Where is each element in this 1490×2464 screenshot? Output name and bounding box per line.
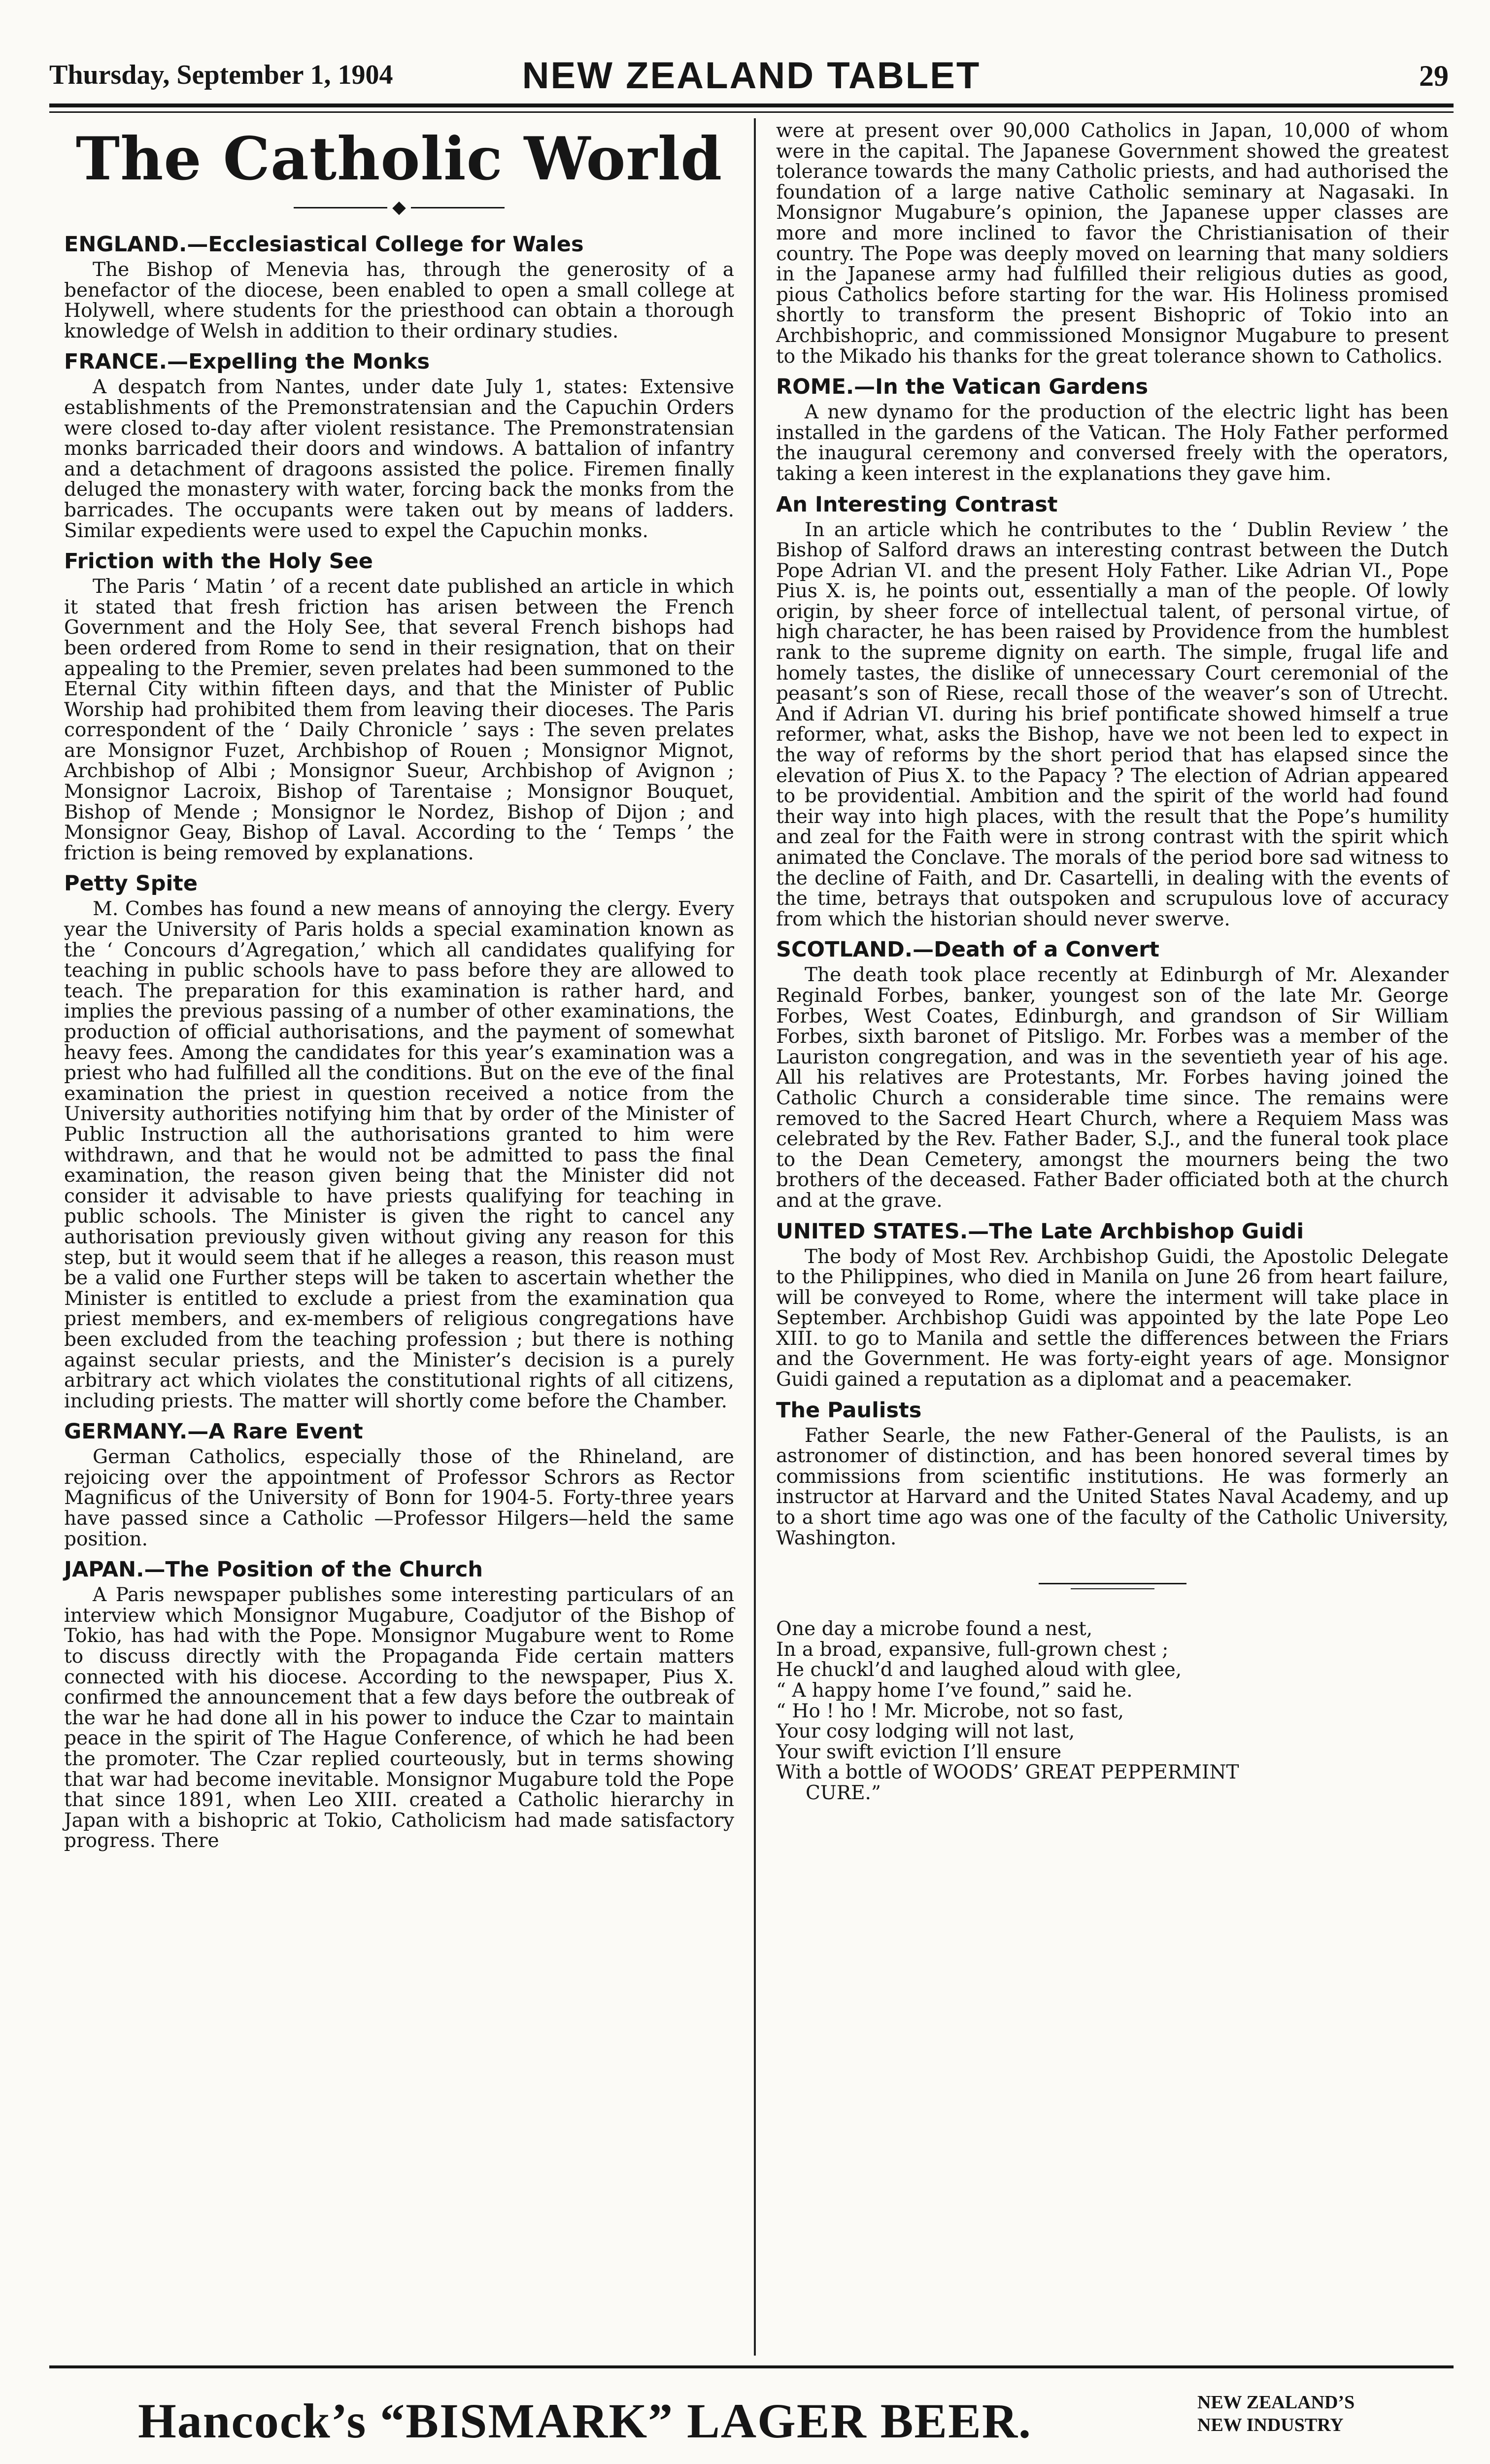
article-rome xyxy=(776,375,1449,484)
page-footer xyxy=(49,2380,1454,2454)
article-friction xyxy=(64,549,734,863)
poem-rule xyxy=(1039,1583,1186,1584)
publication-title: NEW ZEALAND TABLET xyxy=(522,55,981,97)
article-body: The body of Most Rev. Archbishop Guidi, the Apostolic Delegate to the Philippines, who died in Manila on June 26 from heart failure, will be conveyed to Rome, where the interment will take place in September. Archbishop Guidi was appointed by the late Pope Leo XIII. to go to Manila and settle the differences between the Friars and the Government. He was forty-eight years of age. Monsignor Guidi gained a reputation as a diplomat and a peacemaker. xyxy=(776,1245,1449,1391)
diamond-icon: ◆ xyxy=(392,197,406,217)
article-heading: An Interesting Contrast xyxy=(776,492,1058,517)
article-heading: GERMANY.—A Rare Event xyxy=(64,1419,363,1444)
page-header xyxy=(49,54,1454,103)
article-heading: ENGLAND.—Ecclesiastical College for Wales xyxy=(64,232,584,257)
ornament-rule-right xyxy=(411,207,505,208)
article-scotland xyxy=(776,937,1449,1211)
poem-line: “ A happy home I’ve found,” said he. xyxy=(776,1679,1133,1702)
poem-line: Your cosy lodging will not last, xyxy=(776,1720,1075,1743)
article-heading: JAPAN.—The Position of the Church xyxy=(64,1557,483,1582)
section-title: The Catholic World xyxy=(75,124,723,194)
issue-date: Thursday, September 1, 1904 xyxy=(49,60,393,90)
article-body: were at present over 90,000 Catholics in Japan, 10,000 of whom were in the capital. The Japanese Government showed the greatest tolerance towards the many Catholic priests, and had authorised the foundation of a large native Catholic seminary at Nagasaki. In Monsignor Mugabure’s opinion, the Japanese upper classes are more and more inclined to favor the Christianisation of their country. The Pope was deeply moved on learning that many soldiers in the Japanese army had fulfilled their religious duties as good, pious Catholics before starting for the war. His Holiness promised shortly to transform the present Bishopric of Tokio into an Archbishopric, and commissioned Monsignor Mugabure to present to the Mikado his thanks for the great tolerance shown to Catholics. xyxy=(776,120,1449,368)
article-france xyxy=(64,349,734,541)
title-ornament xyxy=(64,199,734,216)
ornament-rule-left xyxy=(294,207,387,208)
article-body: A Paris newspaper publishes some interesting particulars of an interview which Monsignor Mugabure, Coadjutor of the Bishop of Tokio, has had with the Pope. Monsignor Mugabure went to Rome to discuss directly with the Propaganda Fide certain matters connected with his diocese. According to the newspaper, Pius X. confirmed the announcement that a few days before the outbreak of the war he had done all in his power to induce the Czar to maintain peace in the spirit of The Hague Conference, of which he had been the promoter. The Czar replied courteously, but in terms showing that war had become inevitable. Monsignor Mugabure told the Pope that since 1891, when Leo XIII. created a Catholic hierarchy in Japan with a bishopric at Tokio, Catholicism had made satisfactory progress. There xyxy=(64,1584,734,1852)
article-contrast xyxy=(776,492,1449,930)
article-petty-spite xyxy=(64,871,734,1411)
left-column xyxy=(64,121,734,1851)
article-england xyxy=(64,232,734,342)
article-japan xyxy=(64,1557,734,1851)
poem-rule-short xyxy=(1071,1588,1154,1589)
article-heading: SCOTLAND.—Death of a Convert xyxy=(776,937,1159,962)
article-body: The Paris ‘ Matin ’ of a recent date published an article in which it stated that fresh friction has arisen between the French Government and the Holy See, that several French bishops had been ordered from Rome to send in their resignation, that on their appealing to the Premier, seven prelates had been summoned to the Eternal City within fifteen days, and that the Minister of Public Worship had prohibited them from leaving their dioceses. The Paris correspondent of the ‘ Daily Chronicle ’ says : The seven prelates are Monsignor Fuzet, Archbishop of Rouen ; Monsignor Mignot, Archbishop of Albi ; Monsignor Sueur, Archbishop of Avignon ; Monsignor Lacroix, Bishop of Tarentaise ; Monsignor Bouquet, Bishop of Mende ; Monsignor le Nordez, Bishop of Dijon ; and Monsignor Geay, Bishop of Laval. According to the ‘ Temps ’ the friction is being removed by explanations. xyxy=(64,576,734,864)
article-body: German Catholics, especially those of the Rhineland, are rejoicing over the appointment of Professor Schrors as Rector Magnificus of the University of Bonn for 1904-5. Forty-three years have passed since a Catholic —Professor Hilgers—held the same position. xyxy=(64,1446,734,1550)
right-column xyxy=(776,121,1449,1804)
header-rule-thick xyxy=(49,103,1454,107)
article-body: The death took place recently at Edinburgh of Mr. Alexander Reginald Forbes, banker, youngest son of the late Mr. George Forbes, West Coates, Edinburgh, and grandson of Sir William Forbes, sixth baronet of Pitsligo. Mr. Forbes was a member of the Lauriston congregation, and was in the seventieth year of his age. All his relatives are Protestants, Mr. Forbes having joined the Catholic Church a considerable time since. The remains were removed to the Sacred Heart Church, where a Requiem Mass was celebrated by the Rev. Father Bader, S.J., and the funeral took place to the Dean Cemetery, amongst the mourners being the two brothers of the deceased. Father Bader officiated both at the church and at the grave. xyxy=(776,964,1449,1212)
article-body: In an article which he contributes to the ‘ Dublin Review ’ the Bishop of Salford draws an interesting contrast between the Dutch Pope Adrian VI. and the present Holy Father. Like Adrian VI., Pope Pius X. is, he points out, essentially a man of the people. Of lowly origin, by sheer force of intellectual talent, of personal virtue, of high character, he has been raised by Providence from the humblest rank to the supreme dignity on earth. The simple, frugal life and homely tastes, the dislike of unnecessary Court ceremonial of the peasant’s son of Riese, recall those of the weaver’s son of Utrecht. And if Adrian VI. during his brief pontificate showed himself a true reformer, what, asks the Bishop, have we not been led to expect in the way of reforms by the short period that has elapsed since the elevation of Pius X. to the Papacy ? The election of Adrian appeared to be providential. Ambition and the spirit of the world had found their way into high places, with the result that the Pope’s humility and zeal for the Faith were in strong contrast with the spirit which animated the Conclave. The morals of the period bore sad witness to the decline of Faith, and Dr. Casartelli, in dealing with the events of the time, betrays that outspoken and scrupulous love of accuracy from which the historian should never swerve. xyxy=(776,518,1449,930)
poem-line: With a bottle of WOODS’ GREAT PEPPERMINT xyxy=(776,1761,1239,1784)
footer-rule xyxy=(49,2365,1454,2368)
header-rule-thin xyxy=(49,111,1454,113)
article-paulists xyxy=(776,1398,1449,1549)
footer-tagline xyxy=(1197,2391,1355,2436)
article-heading: UNITED STATES.—The Late Archbishop Guidi xyxy=(776,1219,1304,1244)
article-body: The Bishop of Menevia has, through the generosity of a benefactor of the diocese, been enabled to open a small college at Holywell, where students for the priesthood can obtain a thorough knowledge of Welsh in addition to their ordinary studies. xyxy=(64,259,734,342)
page-number: 29 xyxy=(1419,60,1449,92)
poem-line: “ Ho ! ho ! Mr. Microbe, not so fast, xyxy=(776,1700,1124,1722)
article-heading: The Paulists xyxy=(776,1398,922,1423)
article-body: A despatch from Nantes, under date July 1, states: Extensive establishments of the Premonstratensian and the Capuchin Orders were closed to-day after violent resistance. The Premonstratensian monks barricaded their doors and windows. A battalion of infantry and a detachment of dragoons assisted the police. Firemen finally deluged the monastery with water, forcing back the monks from the barricades. The occupants were taken out by means of ladders. Similar expedients were used to expel the Capuchin monks. xyxy=(64,376,734,542)
article-japan-continued xyxy=(776,121,1449,367)
article-body: M. Combes has found a new means of annoying the clergy. Every year the University of Paris holds a special examination known as the ‘ Concours d’Agregation,’ which all candidates qualifying for teaching in public schools have to pass before they are allowed to teach. The preparation for this examination is rather hard, and implies the previous passing of a number of other examinations, the production of official authorisations, and the payment of somewhat heavy fees. Among the candidates for this year’s examination was a priest who had fulfilled all the conditions. But on the eve of the final examination the priest in question received a notice from the University authorities notifying him that by order of the Minister of Public Instruction all the authorisations granted to him were withdrawn, and that he would not be admitted to pass the final examination, the reason given being that the Minister did not consider it advisable to have priests qualifying for teaching in public schools. The Minister is given the right to cancel any authorisation previously given without giving any reason for this step, but it would seem that if he alleges a reason, this reason must be a valid one Further steps will be taken to ascertain whether the Minister is entitled to exclude a priest from the examination qua priest members, and ex-members of religious congregations have been excluded from the teaching profession ; but there is nothing against secular priests, and the Minister’s decision is a purely arbitrary act which violates the constitutional rights of all citizens, including priests. The matter will shortly come before the Chamber. xyxy=(64,898,734,1412)
poem-line: One day a microbe found a nest, xyxy=(776,1618,1093,1641)
article-heading: ROME.—In the Vatican Gardens xyxy=(776,375,1149,400)
article-heading: Petty Spite xyxy=(64,871,198,896)
poem-line: CURE.” xyxy=(806,1781,881,1804)
poem-line: In a broad, expansive, full-grown chest ; xyxy=(776,1638,1169,1661)
footer-advertisement: Hancock’s “BISMARK” LAGER BEER. xyxy=(138,2394,1032,2448)
footer-tagline-line: NEW INDUSTRY xyxy=(1197,2415,1344,2435)
advertisement-poem xyxy=(776,1583,1449,1803)
article-germany xyxy=(64,1419,734,1549)
article-heading: Friction with the Holy See xyxy=(64,549,373,574)
article-united-states xyxy=(776,1219,1449,1390)
column-divider xyxy=(754,118,756,2356)
article-body: A new dynamo for the production of the electric light has been installed in the gardens of the Vatican. The Holy Father performed the inaugural ceremony and conversed freely with the operators, taking a keen interest in the explanations they gave him. xyxy=(776,401,1449,485)
article-heading: FRANCE.—Expelling the Monks xyxy=(64,349,430,375)
poem-line: Your swift eviction I’ll ensure xyxy=(776,1741,1062,1763)
poem-line: He chuckl’d and laughed aloud with glee, xyxy=(776,1659,1182,1681)
article-body: Father Searle, the new Father-General of the Paulists, is an astronomer of distinction, and has been honored several times by commissions from scientific institutions. He was formerly an instructor at Harvard and the United States Naval Academy, and up to a short time ago was one of the faculty of the Catholic University, Washington. xyxy=(776,1424,1449,1549)
footer-tagline-line: NEW ZEALAND’S xyxy=(1197,2392,1355,2413)
